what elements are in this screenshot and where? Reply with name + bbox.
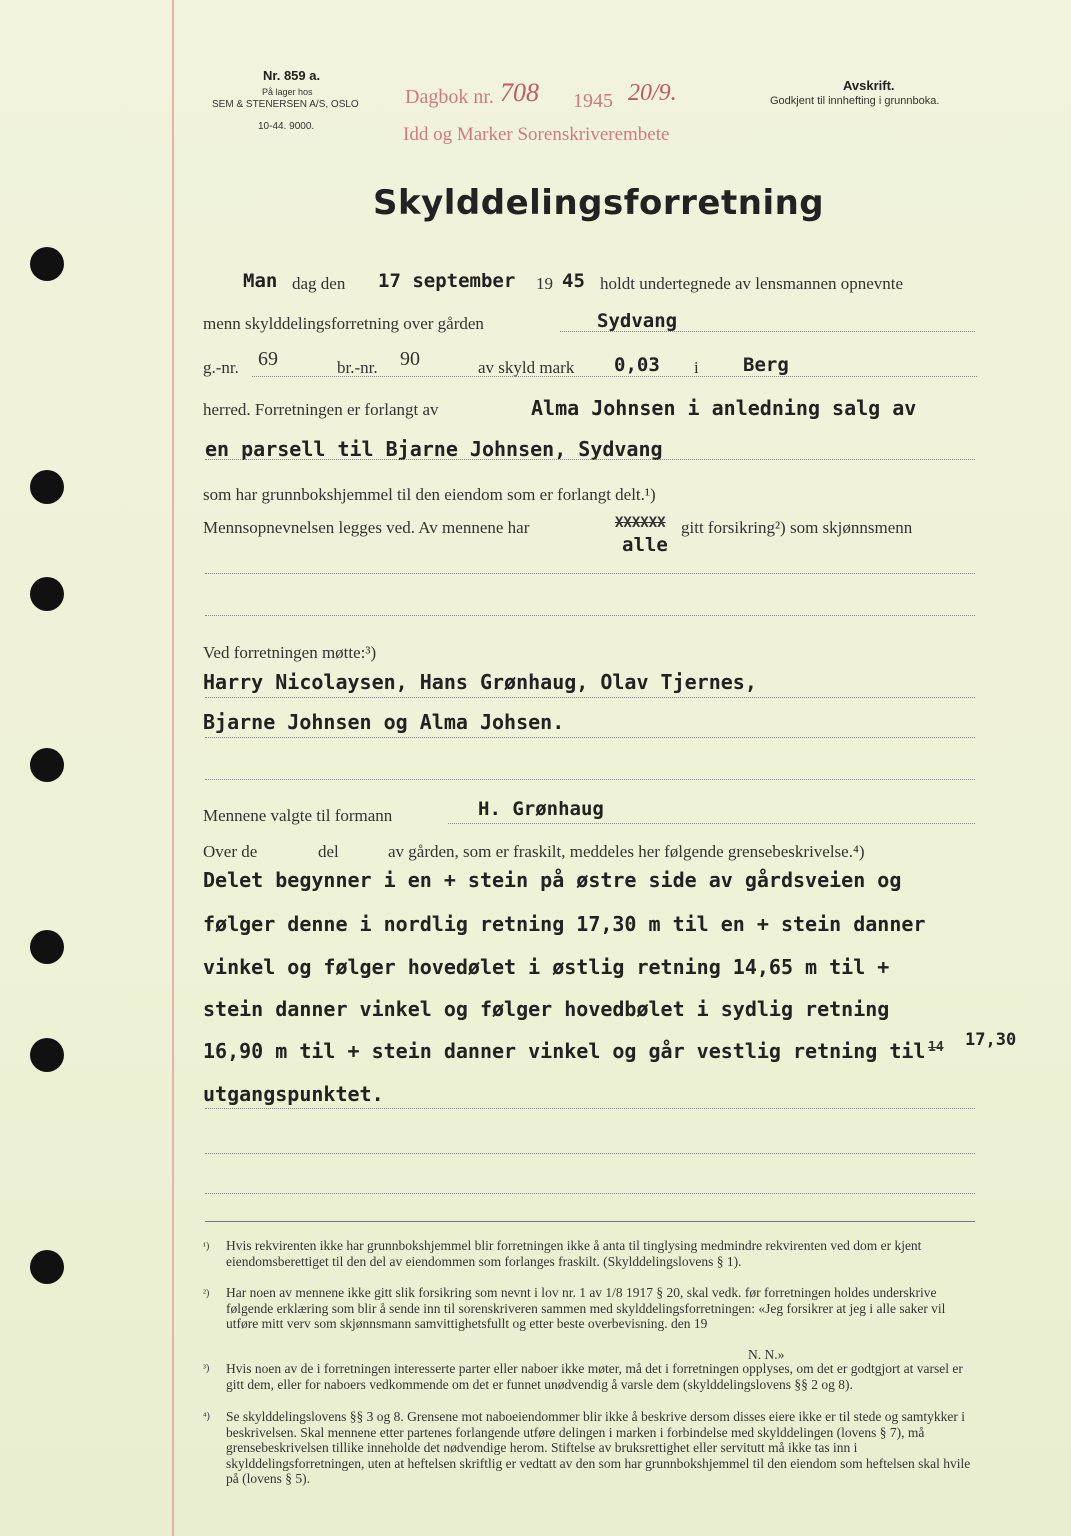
farm-name: Sydvang [597, 310, 678, 332]
dotted-line [205, 697, 975, 698]
dotted-line [205, 1153, 975, 1154]
punch-hole [30, 1038, 64, 1072]
menns-line-a: Mennsopnevnelsen legges ved. Av mennene har [203, 518, 530, 537]
brnr-value: 90 [400, 348, 420, 370]
footnote-mark: ²) [203, 1288, 210, 1299]
over-de-label: Over de [203, 842, 258, 861]
boundary-line: utgangspunktet. [203, 1082, 384, 1106]
punch-hole [30, 748, 64, 782]
dotted-line [205, 459, 975, 460]
dagbok-number: 708 [500, 78, 539, 107]
herred-name: Berg [743, 354, 789, 376]
footnote-text: Hvis rekvirenten ikke har grunnbokshjemmel blir forretningen ikke å anta til tinglysing medmindre rekvirenten ved dom er kjent eiendomsberettiget til den del av eiendommen som forlanges fraskilt. (Skylddelingslovens § 1). [226, 1238, 922, 1269]
footnote-text: Har noen av mennene ikke gitt slik forsikring som nevnt i lov nr. 1 av 1/8 1917 § 20, skal vedk. før forretningen holdes underskrive følgende erklæring som blir å sende inn til sorenskriveren sammen med skylddelingsforretningen: «Jeg forsikrer at jeg i alle saker vil utføre mitt verv som skjønnsmann samvittighetsfullt og etter beste overbevisning. den 19 [226, 1285, 946, 1331]
punch-hole [30, 930, 64, 964]
attendees-line-2: Bjarne Johnsen og Alma Johsen. [203, 710, 565, 734]
footnote-divider [205, 1221, 975, 1222]
boundary-line: følger denne i nordlig retning 17,30 m til en + stein danner [203, 912, 926, 936]
dotted-line [205, 737, 975, 738]
formann-label: Mennene valgte til formann [203, 806, 393, 825]
punch-hole [30, 1250, 64, 1284]
skyld-value: 0,03 [614, 354, 660, 376]
footnote-mark: ¹) [203, 1241, 210, 1252]
gnr-label: g.-nr. [203, 358, 239, 377]
skyld-label: av skyld mark [478, 358, 575, 377]
dag-den-label: dag den [292, 274, 346, 293]
weekday: Man [243, 270, 278, 292]
formann-name: H. Grønhaug [478, 798, 604, 820]
struck-small: 14 [928, 1040, 944, 1055]
dotted-line [205, 779, 975, 780]
alle-insert: alle [622, 534, 668, 556]
boundary-line: vinkel og følger hovedølet i østlig retning 14,65 m til + [203, 955, 890, 979]
menns-line-b: gitt forsikring²) som skjønnsmenn [681, 518, 913, 537]
grunnbok-line: som har grunnbokshjemmel til den eiendom som er forlangt delt.¹) [203, 485, 656, 504]
publisher-name: SEM & STENERSEN A/S, OSLO [212, 99, 359, 110]
del-label: del [318, 842, 339, 861]
dotted-line [205, 573, 975, 574]
struck-text: XXXXXX [615, 515, 666, 531]
publisher-line: På lager hos [262, 87, 313, 97]
i-label: i [694, 358, 699, 377]
mote-label: Ved forretningen møtte:³) [203, 643, 377, 662]
holdt-text: holdt undertegnede av lensmannen opnevnte [600, 274, 904, 293]
page-title: Skylddelingsforretning [373, 183, 825, 223]
menn-line: menn skylddelingsforretning over gården [203, 314, 484, 333]
gnr-value: 69 [258, 348, 278, 370]
year-suffix: 45 [562, 270, 585, 292]
stamp-office: Idd og Marker Sorenskriverembete [403, 124, 670, 145]
footnote-text: Se skylddelingslovens §§ 3 og 8. Grensene mot naboeiendommer blir ikke å beskrive dersom disses eiere ikke er til stede og samtykker i beskrivelsen. Skal mennene etter partenes forlangende utføre delingen i marken i forbindelse med skylddelingen (lovens § 7), må grensebeskrivelsen tillike inneholde det nødvendige herom. Stiftelse av bruksrettighet eller servitutt må ikke tas inn i skylddelingsforretningen, uten at heftelsen skriftlig er vedtatt av den som har grunnbokshjemmel til den eiendom som heftelsen skal hvile på (lovens § 5). [226, 1409, 971, 1486]
form-number: Nr. 859 a. [263, 68, 321, 83]
footnote-mark: ⁴) [203, 1411, 210, 1422]
dotted-line [560, 331, 975, 332]
footnote-text: Hvis noen av de i forretningen interesserte parter eller naboer ikke møter, må det i forretningen opplyses, om det er godtgjort at varsel er gitt dem, eller for naboers vedkommende om det er funnet unødvendig å varsle dem (skylddelingslovens §§ 2 og 8). [226, 1361, 963, 1392]
godkjent-text: Godkjent til innhefting i grunnboka. [770, 95, 940, 107]
dotted-line [252, 376, 977, 377]
dotted-line [448, 823, 975, 824]
dagbok-year: 1945 [573, 90, 613, 112]
correction-value: 17,30 [965, 1030, 1017, 1050]
date-value: 17 september [378, 270, 516, 292]
boundary-line: Delet begynner i en + stein på østre side av gårdsveien og [203, 868, 902, 892]
punch-hole [30, 470, 64, 504]
stamp-dagbok: Dagbok nr. [405, 86, 494, 108]
dagbok-date: 20/9. [628, 80, 677, 106]
year-prefix: 19 [536, 274, 553, 293]
print-code: 10-44. 9000. [258, 121, 315, 132]
footnote-mark: ³) [203, 1363, 210, 1374]
dotted-line [205, 615, 975, 616]
boundary-line: 16,90 m til + stein danner vinkel og går vestlig retning til [203, 1039, 926, 1063]
requester-line-2: en parsell til Bjarne Johnsen, Sydvang [205, 437, 663, 461]
brnr-label: br.-nr. [337, 358, 378, 377]
requester-line-1: Alma Johnsen i anledning salg av [531, 396, 917, 420]
herred-label: herred. Forretningen er forlangt av [203, 400, 439, 419]
punch-hole [30, 247, 64, 281]
punch-hole [30, 577, 64, 611]
avskrift-label: Avskrift. [843, 78, 895, 93]
attendees-line-1: Harry Nicolaysen, Hans Grønhaug, Olav Tjernes, [203, 670, 757, 694]
dotted-line [205, 1193, 975, 1194]
gaarden-line: av gården, som er fraskilt, meddeles her følgende grensebeskrivelse.⁴) [388, 842, 865, 861]
dotted-line [205, 1108, 975, 1109]
footnote-signature: N. N.» [748, 1347, 785, 1362]
boundary-line: stein danner vinkel og følger hovedbølet i sydlig retning [203, 997, 890, 1021]
margin-line [172, 0, 174, 1536]
